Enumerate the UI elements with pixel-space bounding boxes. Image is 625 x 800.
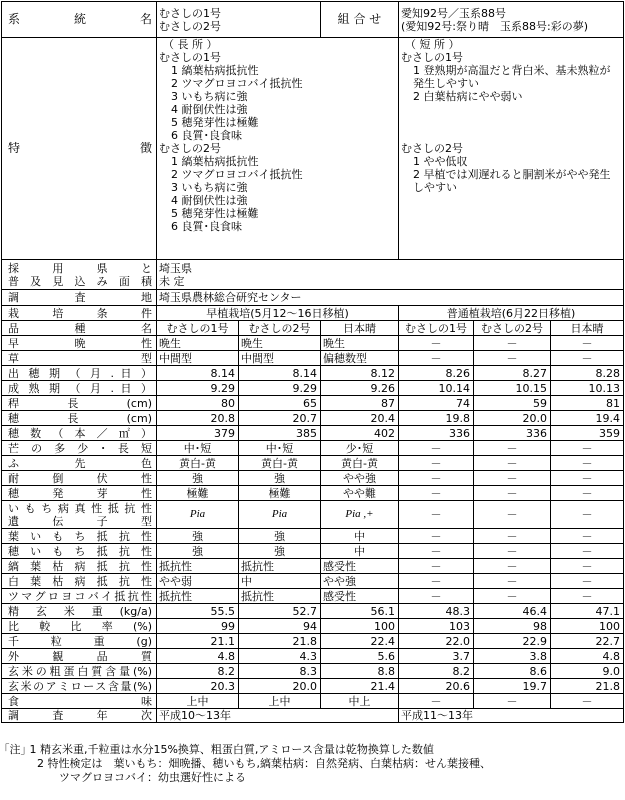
trait-value: 65 — [239, 396, 321, 411]
trait-label: 外 観 品 質 — [2, 649, 157, 664]
strength-item: 2 ツマグロヨコバイ抵抗性 — [171, 77, 303, 90]
trait-value: 10.13 — [551, 381, 624, 396]
trait-value: 8.2 — [157, 664, 239, 679]
lineage-name-1: むさしの1号 — [159, 6, 221, 20]
blast-gene-row — [2, 501, 624, 529]
trait-value: 晩生 — [321, 336, 399, 351]
trait-label: 食 味 — [2, 694, 157, 709]
trait-value: － — [551, 486, 624, 501]
trait-value: 偏穂数型 — [321, 351, 399, 366]
trait-label: 草 型 — [2, 351, 157, 366]
trait-value: 48.3 — [399, 604, 474, 619]
trait-value: 21.1 — [157, 634, 239, 649]
trait-value: － — [399, 559, 474, 574]
trait-row — [2, 426, 624, 441]
blast-gene-label-2: 遺 伝 子 型 — [8, 514, 152, 528]
trait-value: 55.5 — [157, 604, 239, 619]
trait-value: 中間型 — [239, 351, 321, 366]
trait-value: 強 — [239, 471, 321, 486]
cross-parents: 愛知92号／玉系88号 — [401, 6, 506, 20]
trait-label: 穂 長 (cm) — [2, 411, 157, 426]
trait-value: 抵抗性 — [157, 589, 239, 604]
trait-value: 87 — [321, 396, 399, 411]
trait-value: 336 — [399, 426, 474, 441]
trait-value: 中 — [239, 574, 321, 589]
strengths-variety-2: むさしの2号 — [159, 142, 221, 155]
trait-value: やや強 — [321, 471, 399, 486]
variety-name: 日本晴 — [321, 321, 399, 336]
lineage-name-2: むさしの2号 — [159, 19, 221, 33]
conditions-label: 栽 培 条 件 — [2, 306, 157, 321]
trait-value: 19.8 — [399, 411, 474, 426]
trait-rows-1 — [2, 336, 624, 501]
trait-value: 黄白-黄 — [239, 456, 321, 471]
trait-value: － — [551, 336, 624, 351]
variety-name: むさしの2号 — [474, 321, 551, 336]
trait-value: － — [551, 351, 624, 366]
blast-gene-value: － — [474, 501, 551, 529]
trait-value: 強 — [239, 529, 321, 544]
trait-value: 晩生 — [157, 336, 239, 351]
trait-value: － — [399, 441, 474, 456]
trait-value: 黄白-黄 — [321, 456, 399, 471]
blast-gene-value: Pia — [157, 501, 239, 529]
years-label: 調 査 年 次 — [2, 709, 157, 723]
trait-value: － — [474, 574, 551, 589]
trait-value: 4.3 — [239, 649, 321, 664]
trait-value: 100 — [551, 619, 624, 634]
trait-value: － — [551, 559, 624, 574]
trait-value: － — [474, 456, 551, 471]
trait-value: － — [399, 456, 474, 471]
trait-value: 22.4 — [321, 634, 399, 649]
strength-item: 3 いもち病に強 — [171, 90, 248, 103]
trait-row — [2, 396, 624, 411]
trait-value: 中上 — [321, 694, 399, 709]
lineage-names — [157, 2, 321, 38]
trait-label: 成 熟 期 （ 月 . 日 ） — [2, 381, 157, 396]
trait-value: 抵抗性 — [157, 559, 239, 574]
trait-value: 抵抗性 — [239, 559, 321, 574]
trait-label: ふ 先 色 — [2, 456, 157, 471]
variety-name: 日本晴 — [551, 321, 624, 336]
trait-value: 3.7 — [399, 649, 474, 664]
trait-label: 葉 い も ち 抵 抗 性 — [2, 529, 157, 544]
trait-value: やや強 — [321, 574, 399, 589]
trait-value: － — [474, 441, 551, 456]
adoption-area: 未 定 — [159, 274, 185, 288]
trait-value: － — [399, 694, 474, 709]
trait-label: 芒 の 多 少 ･ 長 短 — [2, 441, 157, 456]
trait-value: 8.14 — [239, 366, 321, 381]
trait-value: － — [474, 529, 551, 544]
variety-name: むさしの1号 — [157, 321, 239, 336]
trait-value: 385 — [239, 426, 321, 441]
trait-row — [2, 544, 624, 559]
trait-value: － — [474, 694, 551, 709]
variety-characteristics-sheet — [1, 1, 623, 723]
adoption-pref: 埼玉県 — [159, 261, 192, 275]
weaknesses-title: （ 短 所 ） — [405, 38, 460, 51]
trait-value: 21.8 — [551, 679, 624, 694]
trait-row — [2, 381, 624, 396]
note-line: ｢注｣ 1 精玄米重,千粒重は水分15%換算、粗蛋白質,アミロース含量は乾物換算した数値 — [4, 743, 434, 756]
trait-value: － — [474, 559, 551, 574]
trait-value: － — [551, 529, 624, 544]
variety-label: 品 種 名 — [2, 321, 157, 336]
trait-label: 精 玄 米 重 (kg/a) — [2, 604, 157, 619]
lineage-row — [2, 2, 624, 38]
adoption-area-label: 普及見込み面積 — [8, 274, 152, 288]
trait-value: 8.14 — [157, 366, 239, 381]
notes — [4, 743, 491, 785]
trait-row — [2, 679, 624, 694]
years-early: 平成10～13年 — [157, 709, 399, 723]
trait-value: 19.7 — [474, 679, 551, 694]
site-value: 埼玉県農林総合研究センター — [157, 290, 624, 306]
trait-value: 20.8 — [157, 411, 239, 426]
trait-label: 早 晩 性 — [2, 336, 157, 351]
weaknesses-cell — [399, 38, 624, 260]
trait-row — [2, 574, 624, 589]
features-label: 特 徴 — [2, 38, 157, 260]
trait-value: 56.1 — [321, 604, 399, 619]
trait-value: 19.4 — [551, 411, 624, 426]
trait-row — [2, 441, 624, 456]
cross-value — [399, 2, 624, 38]
trait-value: 8.27 — [474, 366, 551, 381]
trait-value: 336 — [474, 426, 551, 441]
characteristics-table — [1, 1, 624, 723]
trait-value: 22.9 — [474, 634, 551, 649]
trait-label: 出 穂 期 （ 月 . 日 ） — [2, 366, 157, 381]
trait-row — [2, 619, 624, 634]
trait-row — [2, 351, 624, 366]
trait-label: 千 粒 重 (g) — [2, 634, 157, 649]
blast-gene-value: － — [399, 501, 474, 529]
trait-value: 4.8 — [157, 649, 239, 664]
trait-row — [2, 649, 624, 664]
trait-row — [2, 604, 624, 619]
years-row — [2, 709, 624, 723]
trait-value: 20.0 — [474, 411, 551, 426]
trait-value: 21.8 — [239, 634, 321, 649]
trait-value: 5.6 — [321, 649, 399, 664]
trait-value: 10.14 — [399, 381, 474, 396]
note-line: ツマグロヨコバイ：幼虫選好性による — [4, 771, 246, 784]
site-label: 調 査 地 — [2, 290, 157, 306]
trait-value: － — [399, 486, 474, 501]
strengths-variety-1: むさしの1号 — [159, 51, 221, 64]
trait-value: 22.0 — [399, 634, 474, 649]
trait-row — [2, 471, 624, 486]
weaknesses-variety-1: むさしの1号 — [401, 51, 463, 64]
trait-value: － — [551, 471, 624, 486]
trait-value: 100 — [321, 619, 399, 634]
strength-item: 4 耐倒伏性は強 — [171, 194, 248, 207]
blast-gene-label-1: いもち病真性抵抗性 — [8, 501, 152, 515]
years-normal: 平成11～13年 — [399, 709, 624, 723]
trait-label: 穂 発 芽 性 — [2, 486, 157, 501]
weakness-item: 1 やや低収 — [413, 155, 468, 168]
strength-item: 3 いもち病に強 — [171, 181, 248, 194]
cross-parents-detail: (愛知92号:祭り晴 玉系88号:彩の夢) — [401, 19, 588, 33]
trait-value: 上中 — [157, 694, 239, 709]
trait-row — [2, 336, 624, 351]
trait-row — [2, 366, 624, 381]
trait-value: 98 — [474, 619, 551, 634]
trait-row — [2, 694, 624, 709]
conditions-normal: 普通植栽培(6月22日移植) — [399, 306, 624, 321]
trait-value: － — [551, 544, 624, 559]
strength-item: 2 ツマグロヨコバイ抵抗性 — [171, 168, 303, 181]
trait-row — [2, 456, 624, 471]
trait-value: 59 — [474, 396, 551, 411]
trait-label: ツマグロヨコバイ抵抗性 — [2, 589, 157, 604]
strength-item: 4 耐倒伏性は強 — [171, 103, 248, 116]
trait-value: － — [551, 589, 624, 604]
trait-row — [2, 529, 624, 544]
trait-value: 極難 — [157, 486, 239, 501]
site-row — [2, 290, 624, 306]
trait-value: 359 — [551, 426, 624, 441]
trait-label: 比 較 比 率 (%) — [2, 619, 157, 634]
weakness-item: 2 早植では刈遅れると胴割米がやや発生しやすい — [413, 168, 611, 194]
trait-value: 20.3 — [157, 679, 239, 694]
trait-value: － — [474, 351, 551, 366]
trait-value: 4.8 — [551, 649, 624, 664]
trait-value: 極難 — [239, 486, 321, 501]
trait-value: 8.28 — [551, 366, 624, 381]
blast-gene-value: Pia ,+ — [321, 501, 399, 529]
weakness-item: 1 登熟期が高温だと背白米、基未熟粒が発生しやすい — [413, 64, 611, 90]
trait-value: 81 — [551, 396, 624, 411]
trait-value: やや弱 — [157, 574, 239, 589]
trait-value: 3.8 — [474, 649, 551, 664]
trait-value: 402 — [321, 426, 399, 441]
strength-item: 6 良質･良食味 — [171, 129, 242, 142]
variety-name: むさしの1号 — [399, 321, 474, 336]
trait-row — [2, 486, 624, 501]
trait-rows-2 — [2, 529, 624, 709]
trait-value: やや難 — [321, 486, 399, 501]
strengths-title: （ 長 所 ） — [163, 38, 218, 51]
conditions-row — [2, 306, 624, 321]
trait-value: 中 — [321, 544, 399, 559]
trait-row — [2, 589, 624, 604]
adoption-pref-label: 採 用 県 と — [8, 261, 152, 275]
strength-item: 6 良質･良食味 — [171, 220, 242, 233]
trait-value: 強 — [157, 471, 239, 486]
trait-value: 8.12 — [321, 366, 399, 381]
lineage-label: 系 統 名 — [2, 2, 157, 38]
variety-name: むさしの2号 — [239, 321, 321, 336]
trait-label: 穂 い も ち 抵 抗 性 — [2, 544, 157, 559]
trait-value: 強 — [157, 544, 239, 559]
weakness-item: 2 白葉枯病にやや弱い — [413, 90, 523, 103]
adoption-label — [2, 260, 157, 290]
trait-value: 8.3 — [239, 664, 321, 679]
trait-value: 上中 — [239, 694, 321, 709]
trait-value: － — [399, 529, 474, 544]
trait-value: 46.4 — [474, 604, 551, 619]
trait-value: 晩生 — [239, 336, 321, 351]
blast-gene-value: Pia — [239, 501, 321, 529]
trait-value: 感受性 — [321, 559, 399, 574]
trait-value: － — [399, 336, 474, 351]
trait-value: 20.7 — [239, 411, 321, 426]
trait-value: 20.0 — [239, 679, 321, 694]
weaknesses-variety-2: むさしの2号 — [401, 142, 463, 155]
blast-gene-value: － — [551, 501, 624, 529]
adoption-row — [2, 260, 624, 290]
trait-value: 8.6 — [474, 664, 551, 679]
trait-label: 稈 長 (cm) — [2, 396, 157, 411]
trait-value: 379 — [157, 426, 239, 441]
blast-gene-label — [2, 501, 157, 529]
trait-value: － — [474, 336, 551, 351]
trait-value: 強 — [239, 544, 321, 559]
strength-item: 5 穂発芽性は極難 — [171, 116, 259, 129]
trait-value: － — [399, 544, 474, 559]
trait-value: 22.7 — [551, 634, 624, 649]
trait-value: 74 — [399, 396, 474, 411]
conditions-early: 早植栽培(5月12～16日移植) — [157, 306, 399, 321]
trait-row — [2, 664, 624, 679]
trait-value: 20.4 — [321, 411, 399, 426]
strength-item: 5 穂発芽性は極難 — [171, 207, 259, 220]
trait-value: 中･短 — [157, 441, 239, 456]
trait-value: 52.7 — [239, 604, 321, 619]
trait-value: 中 — [321, 529, 399, 544]
trait-value: 中･短 — [239, 441, 321, 456]
trait-row — [2, 634, 624, 649]
trait-value: 103 — [399, 619, 474, 634]
trait-value: － — [551, 441, 624, 456]
strengths-cell — [157, 38, 399, 260]
trait-value: － — [399, 589, 474, 604]
trait-row — [2, 559, 624, 574]
cross-label: 組 合 せ — [321, 2, 399, 38]
trait-value: － — [474, 589, 551, 604]
trait-value: 99 — [157, 619, 239, 634]
trait-value: － — [474, 544, 551, 559]
trait-value: 少･短 — [321, 441, 399, 456]
trait-value: 感受性 — [321, 589, 399, 604]
trait-value: 21.4 — [321, 679, 399, 694]
trait-value: 強 — [157, 529, 239, 544]
trait-value: 中間型 — [157, 351, 239, 366]
trait-value: 黄白-黄 — [157, 456, 239, 471]
trait-label: 白 葉 枯 病 抵 抗 性 — [2, 574, 157, 589]
trait-value: 80 — [157, 396, 239, 411]
trait-value: 47.1 — [551, 604, 624, 619]
trait-value: － — [551, 456, 624, 471]
trait-value: 9.26 — [321, 381, 399, 396]
variety-names-row — [2, 321, 624, 336]
trait-value: 9.0 — [551, 664, 624, 679]
trait-label: 玄米のアミロース含量(%) — [2, 679, 157, 694]
trait-row — [2, 411, 624, 426]
trait-label: 玄米の粗蛋白質含量(%) — [2, 664, 157, 679]
note-line: 2 特性検定は 葉いもち：畑晩播、穂いもち,縞葉枯病：自然発病、白葉枯病：せん葉接種、 — [4, 757, 491, 770]
strength-item: 1 縞葉枯病抵抗性 — [171, 155, 259, 168]
trait-value: － — [551, 694, 624, 709]
trait-value: － — [474, 486, 551, 501]
trait-value: 9.29 — [239, 381, 321, 396]
trait-value: － — [399, 574, 474, 589]
strength-item: 1 縞葉枯病抵抗性 — [171, 64, 259, 77]
trait-value: 抵抗性 — [239, 589, 321, 604]
adoption-value — [157, 260, 624, 290]
trait-value: － — [399, 351, 474, 366]
trait-value: 20.6 — [399, 679, 474, 694]
trait-label: 穂 数 （ 本 ／ ㎡ ） — [2, 426, 157, 441]
trait-value: 8.26 — [399, 366, 474, 381]
trait-label: 耐 倒 伏 性 — [2, 471, 157, 486]
trait-value: － — [474, 471, 551, 486]
trait-value: 8.8 — [321, 664, 399, 679]
trait-value: 94 — [239, 619, 321, 634]
trait-label: 縞 葉 枯 病 抵 抗 性 — [2, 559, 157, 574]
trait-value: － — [399, 471, 474, 486]
trait-value: 9.29 — [157, 381, 239, 396]
trait-value: － — [551, 574, 624, 589]
trait-value: 8.2 — [399, 664, 474, 679]
trait-value: 10.15 — [474, 381, 551, 396]
features-row — [2, 38, 624, 260]
